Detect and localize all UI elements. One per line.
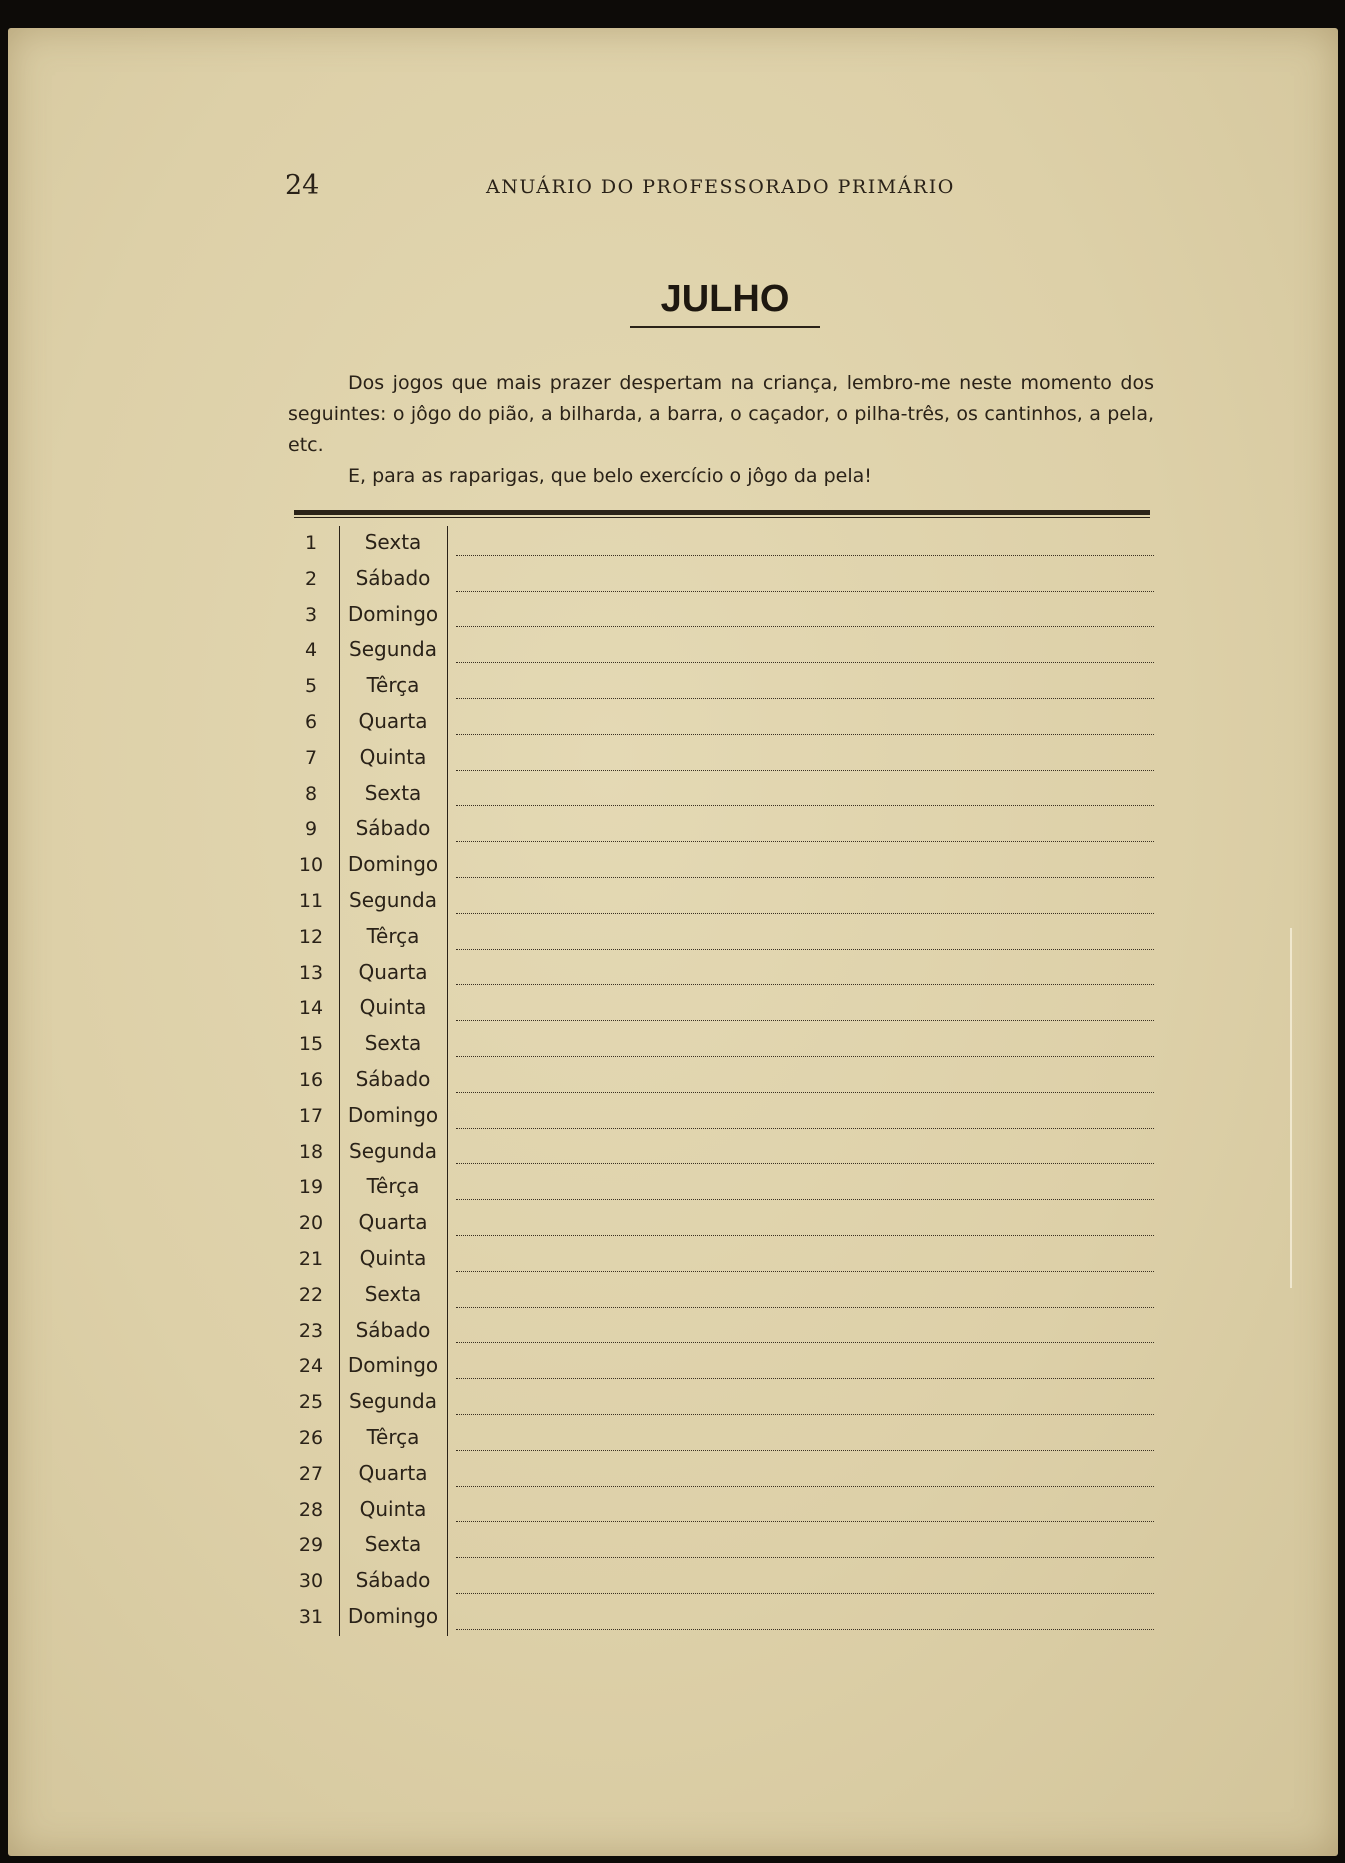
note-line bbox=[456, 1271, 1154, 1272]
day-number: 5 bbox=[304, 675, 318, 698]
day-row bbox=[8, 1027, 1338, 1063]
day-row bbox=[8, 669, 1338, 705]
column-divider bbox=[447, 1099, 448, 1135]
weekday-label: Segunda bbox=[349, 887, 437, 912]
day-row bbox=[8, 1349, 1338, 1385]
day-row bbox=[8, 633, 1338, 669]
day-number: 30 bbox=[298, 1570, 324, 1593]
day-row bbox=[8, 526, 1338, 562]
day-number: 6 bbox=[304, 710, 318, 733]
day-number: 25 bbox=[298, 1391, 324, 1414]
weekday-label: Quarta bbox=[358, 959, 428, 984]
note-line bbox=[456, 1307, 1154, 1308]
day-row bbox=[8, 1493, 1338, 1529]
weekday-label: Sábado bbox=[355, 1066, 431, 1091]
weekday-label: Sexta bbox=[364, 1281, 422, 1306]
table-top-rule-thin bbox=[294, 517, 1150, 518]
column-divider bbox=[447, 1278, 448, 1314]
weekday-label: Domingo bbox=[347, 852, 439, 877]
note-line bbox=[456, 1378, 1154, 1379]
day-number: 4 bbox=[304, 639, 318, 662]
day-row bbox=[8, 1564, 1338, 1600]
weekday-label: Sexta bbox=[364, 780, 422, 805]
day-number: 18 bbox=[298, 1140, 324, 1163]
note-line bbox=[456, 1593, 1154, 1594]
note-line bbox=[456, 1056, 1154, 1057]
weekday-label: Sábado bbox=[355, 565, 431, 590]
day-number: 1 bbox=[304, 532, 318, 554]
column-divider bbox=[447, 598, 448, 634]
day-row bbox=[8, 598, 1338, 634]
note-line bbox=[456, 1199, 1154, 1200]
column-divider bbox=[447, 526, 448, 562]
day-number: 15 bbox=[298, 1033, 324, 1056]
day-number: 26 bbox=[298, 1426, 324, 1449]
day-row bbox=[8, 1206, 1338, 1242]
note-line bbox=[456, 1521, 1154, 1522]
day-number: 11 bbox=[298, 889, 324, 912]
day-row bbox=[8, 1528, 1338, 1564]
weekday-label: Sábado bbox=[355, 1568, 431, 1593]
weekday-label: Quinta bbox=[359, 744, 427, 769]
day-row bbox=[8, 848, 1338, 884]
day-number: 8 bbox=[304, 782, 318, 805]
weekday-label: Quarta bbox=[358, 1460, 428, 1485]
day-row bbox=[8, 956, 1338, 992]
column-divider bbox=[447, 741, 448, 777]
note-line bbox=[456, 1020, 1154, 1021]
day-row bbox=[8, 920, 1338, 956]
day-number: 24 bbox=[298, 1355, 324, 1378]
note-line bbox=[456, 770, 1154, 771]
note-line bbox=[456, 662, 1154, 663]
note-line bbox=[456, 1557, 1154, 1558]
column-divider bbox=[447, 1027, 448, 1063]
note-line bbox=[456, 1450, 1154, 1451]
day-row bbox=[8, 1421, 1338, 1457]
column-divider bbox=[447, 1170, 448, 1206]
weekday-label: Têrça bbox=[366, 1424, 420, 1449]
day-number: 17 bbox=[298, 1104, 324, 1127]
note-line bbox=[456, 626, 1154, 627]
column-divider bbox=[447, 848, 448, 884]
day-number: 22 bbox=[298, 1283, 324, 1306]
day-number: 20 bbox=[298, 1212, 324, 1235]
day-row bbox=[8, 562, 1338, 598]
note-line bbox=[456, 555, 1154, 556]
note-line bbox=[456, 734, 1154, 735]
column-divider bbox=[447, 669, 448, 705]
weekday-label: Sábado bbox=[355, 816, 431, 841]
note-line bbox=[456, 1163, 1154, 1164]
column-divider bbox=[447, 562, 448, 598]
intro-text bbox=[288, 368, 1154, 492]
column-divider bbox=[447, 956, 448, 992]
day-row bbox=[8, 741, 1338, 777]
note-line bbox=[456, 841, 1154, 842]
table-top-rule bbox=[294, 510, 1150, 515]
column-divider bbox=[447, 991, 448, 1027]
column-divider bbox=[447, 884, 448, 920]
weekday-label: Têrça bbox=[366, 1174, 420, 1199]
day-number: 21 bbox=[298, 1247, 324, 1270]
column-divider bbox=[447, 777, 448, 813]
column-divider bbox=[447, 920, 448, 956]
day-list bbox=[8, 526, 1338, 1636]
day-number: 27 bbox=[298, 1462, 324, 1485]
day-row bbox=[8, 1314, 1338, 1350]
day-row bbox=[8, 1135, 1338, 1171]
day-row bbox=[8, 1099, 1338, 1135]
weekday-label: Quinta bbox=[359, 1245, 427, 1270]
running-title: ANUÁRIO DO PROFESSORADO PRIMÁRIO bbox=[486, 176, 955, 198]
weekday-label: Quarta bbox=[358, 708, 428, 733]
day-number: 10 bbox=[298, 854, 324, 877]
note-line bbox=[456, 698, 1154, 699]
day-number: 16 bbox=[298, 1068, 324, 1091]
weekday-label: Quinta bbox=[359, 995, 427, 1020]
note-line bbox=[456, 1486, 1154, 1487]
day-row bbox=[8, 705, 1338, 741]
column-divider bbox=[447, 1600, 448, 1636]
weekday-label: Sexta bbox=[364, 1031, 422, 1056]
column-divider bbox=[447, 633, 448, 669]
note-line bbox=[456, 984, 1154, 985]
day-number: 13 bbox=[298, 961, 324, 984]
page bbox=[8, 28, 1338, 1856]
weekday-label: Quinta bbox=[359, 1496, 427, 1521]
weekday-label: Domingo bbox=[347, 601, 439, 626]
column-divider bbox=[447, 1242, 448, 1278]
day-row bbox=[8, 1385, 1338, 1421]
column-divider bbox=[447, 1385, 448, 1421]
note-line bbox=[456, 1235, 1154, 1236]
note-line bbox=[456, 877, 1154, 878]
weekday-label: Têrça bbox=[366, 673, 420, 698]
note-line bbox=[456, 1092, 1154, 1093]
day-number: 19 bbox=[298, 1176, 324, 1199]
column-divider bbox=[447, 1493, 448, 1529]
weekday-label: Sábado bbox=[355, 1317, 431, 1342]
title-underline bbox=[630, 326, 820, 328]
column-divider bbox=[447, 1063, 448, 1099]
note-line bbox=[456, 949, 1154, 950]
note-line bbox=[456, 591, 1154, 592]
weekday-label: Segunda bbox=[349, 1138, 437, 1163]
paper-crease bbox=[1290, 928, 1292, 1288]
weekday-label: Quarta bbox=[358, 1210, 428, 1235]
day-number: 9 bbox=[304, 818, 318, 841]
note-line bbox=[456, 1128, 1154, 1129]
day-number: 14 bbox=[298, 997, 324, 1020]
column-divider bbox=[447, 1135, 448, 1171]
day-row bbox=[8, 1063, 1338, 1099]
day-row bbox=[8, 1600, 1338, 1636]
column-divider bbox=[447, 1528, 448, 1564]
column-divider bbox=[447, 1349, 448, 1385]
note-line bbox=[456, 1414, 1154, 1415]
intro-paragraph-2: E, para as raparigas, que belo exercício o jôgo da pela! bbox=[348, 465, 872, 487]
weekday-label: Têrça bbox=[366, 923, 420, 948]
month-title: JULHO bbox=[660, 278, 790, 320]
intro-paragraph-1: Dos jogos que mais prazer despertam na criança, lembro-me neste momento dos seguintes: o jôgo do pião, a bilharda, a barra, o caçador, o pilha-três, os cantinhos, a pela, etc. bbox=[288, 372, 1154, 456]
column-divider bbox=[447, 1314, 448, 1350]
weekday-label: Segunda bbox=[349, 1389, 437, 1414]
day-number: 31 bbox=[298, 1605, 324, 1628]
day-row bbox=[8, 812, 1338, 848]
weekday-label: Domingo bbox=[347, 1603, 439, 1628]
day-number: 2 bbox=[304, 567, 318, 590]
note-line bbox=[456, 913, 1154, 914]
note-line bbox=[456, 1629, 1154, 1630]
day-number: 29 bbox=[298, 1534, 324, 1557]
column-divider bbox=[447, 1564, 448, 1600]
column-divider bbox=[447, 1457, 448, 1493]
day-row bbox=[8, 1457, 1338, 1493]
column-divider bbox=[447, 1206, 448, 1242]
day-row bbox=[8, 1278, 1338, 1314]
note-line bbox=[456, 1342, 1154, 1343]
day-number: 23 bbox=[298, 1319, 324, 1342]
weekday-label: Segunda bbox=[349, 637, 437, 662]
column-divider bbox=[447, 1421, 448, 1457]
weekday-label: Sexta bbox=[364, 530, 422, 554]
column-divider bbox=[447, 705, 448, 741]
day-row bbox=[8, 777, 1338, 813]
day-row bbox=[8, 1170, 1338, 1206]
weekday-label: Sexta bbox=[364, 1532, 422, 1557]
day-row bbox=[8, 991, 1338, 1027]
day-number: 12 bbox=[298, 925, 324, 948]
day-row bbox=[8, 1242, 1338, 1278]
page-number: 24 bbox=[285, 170, 320, 201]
weekday-label: Domingo bbox=[347, 1102, 439, 1127]
day-row bbox=[8, 884, 1338, 920]
day-number: 7 bbox=[304, 746, 318, 769]
note-line bbox=[456, 805, 1154, 806]
day-number: 3 bbox=[304, 603, 318, 626]
weekday-label: Domingo bbox=[347, 1353, 439, 1378]
day-number: 28 bbox=[298, 1498, 324, 1521]
column-divider bbox=[447, 812, 448, 848]
